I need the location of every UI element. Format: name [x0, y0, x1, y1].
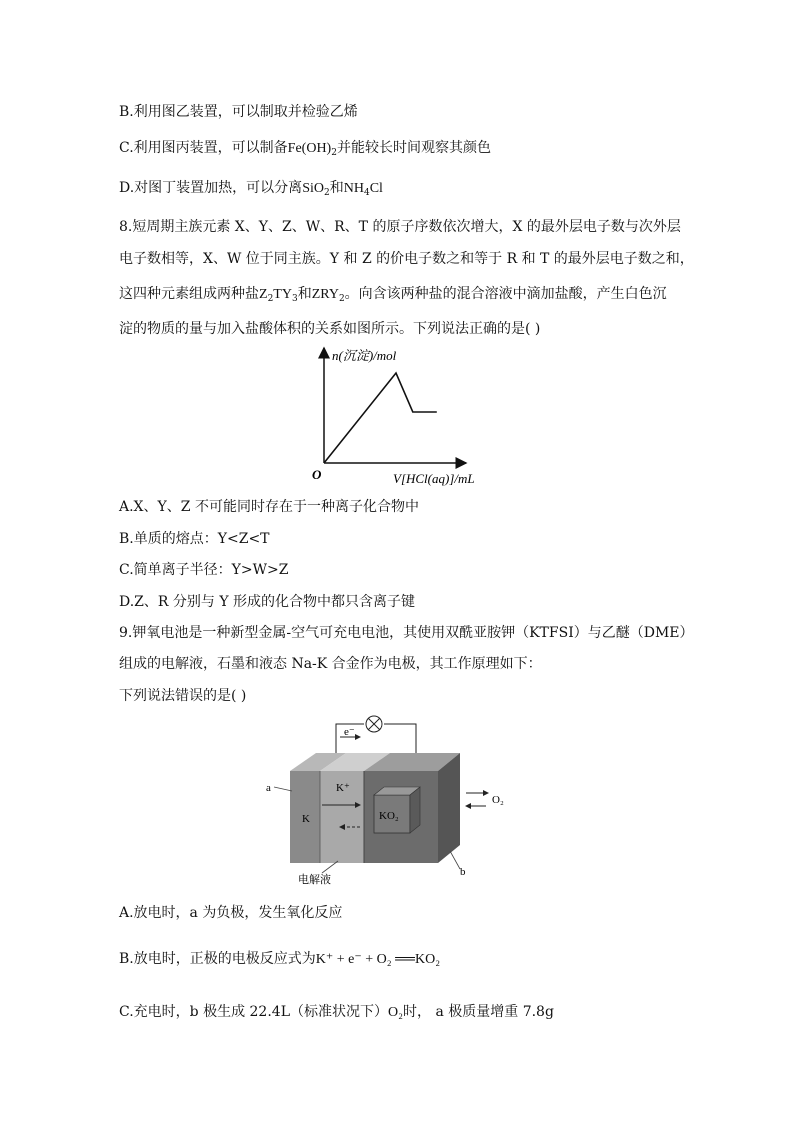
- q9-option-a: A.放电时，a 为负极，发生氧化反应: [119, 905, 343, 921]
- q7-option-d-sub1: 2: [323, 188, 330, 198]
- kplus-label: K⁺: [336, 782, 350, 794]
- ko2-cube-side: [410, 787, 420, 833]
- q8-salt1-b: TY: [273, 287, 292, 302]
- q7-option-b: B.利用图乙装置，可以制取并检验乙烯: [119, 104, 358, 120]
- q9-stem-line1: 9.钾氧电池是一种新型金属-空气可充电电池，其使用双酰亚胺钾（KTFSI）与乙醚（DME）: [119, 625, 694, 641]
- q7-option-c-rest: 并能较长时间观察其颜色: [336, 140, 491, 156]
- q9-option-c-text: C.充电时，b 极生成 22.4L（标准状况下）: [119, 1004, 388, 1020]
- precipitate-chart: [300, 340, 500, 490]
- q8-salt1-a: Z: [259, 287, 268, 302]
- electrode-b-leader: [450, 851, 460, 869]
- q7-option-c-sub: 2: [331, 148, 337, 158]
- x-axis-label: V[HCl(aq)]/mL: [393, 471, 475, 486]
- q7-option-d-text: D.对图丁装置加热，可以分离: [119, 180, 303, 196]
- q9-option-c: [119, 1002, 554, 1023]
- q7-option-c-formula: Fe(OH): [287, 141, 332, 156]
- q9-option-c-rest: 时， a 极质量增重 7.8g: [403, 1004, 554, 1020]
- q8-option-c: C.简单离子半径：Y>W>Z: [119, 562, 289, 578]
- electrode-a-leader: [274, 787, 292, 791]
- ko2-label: KO₂: [379, 810, 399, 822]
- k-label: K: [302, 813, 310, 825]
- q8-stem-line2: 电子数相等，X、W 位于同主族。Y 和 Z 的价电子数之和等于 R 和 T 的最外层电子数之和，: [119, 251, 694, 267]
- q8-option-a: A.X、Y、Z 不可能同时存在于一种离子化合物中: [119, 499, 419, 515]
- electrode-b-label: b: [460, 866, 466, 878]
- cathode-side: [438, 753, 460, 863]
- q7-option-d-sub2: 4: [363, 188, 370, 198]
- y-axis-label: n(沉淀)/mol: [332, 348, 397, 363]
- electrode-a-label: a: [266, 782, 271, 794]
- q8-stem-line4: 淀的物质的量与加入盐酸体积的关系如图所示。下列说法正确的是( ): [119, 321, 541, 337]
- q7-option-d: [119, 178, 383, 203]
- q9-option-b-text: B.放电时，正极的电极反应式为: [119, 951, 316, 967]
- origin-label: O: [312, 467, 322, 482]
- q8-salt2-sub: 2: [338, 294, 345, 304]
- q9-stem-line2: 组成的电解液，石墨和液态 Na-K 合金作为电极，其工作原理如下：: [119, 656, 542, 672]
- q9-option-b: [119, 949, 440, 970]
- q7-option-d-formula1: SiO: [302, 181, 324, 196]
- q8-line3-rest: 。向含该两种盐的混合溶液中滴加盐酸，产生白色沉: [344, 286, 667, 302]
- q8-salt1-sub1: 2: [267, 294, 274, 304]
- q7-option-d-formula2b: Cl: [369, 181, 383, 196]
- q9-option-c-o2: O₂: [388, 1005, 403, 1020]
- q8-line3-text: 这四种元素组成两种盐: [119, 286, 259, 302]
- q8-salt2: ZRY: [311, 287, 339, 302]
- q7-option-c: [119, 138, 491, 163]
- q7-option-c-text: C.利用图丙装置，可以制备: [119, 140, 288, 156]
- q8-option-d: D.Z、R 分别与 Y 形成的化合物中都只含离子键: [119, 594, 416, 610]
- electrolyte-label: 电解液: [298, 874, 331, 885]
- q7-option-d-and: 和: [329, 180, 344, 196]
- external-circuit-wire-right: [384, 724, 416, 753]
- q9-option-b-equation: K⁺ + e⁻ + O₂ ══KO₂: [315, 952, 441, 967]
- q8-salt1-sub2: 3: [291, 294, 298, 304]
- q8-option-b: B.单质的熔点：Y<Z<T: [119, 531, 270, 547]
- q8-line3-and: 和: [297, 286, 312, 302]
- battery-diagram: [260, 713, 520, 885]
- q9-stem-line3: 下列说法错误的是( ): [119, 688, 247, 704]
- q8-stem-line3: [119, 284, 667, 309]
- q8-stem-line1: 8.短周期主族元素 X、Y、Z、W、R、T 的原子序数依次增大，X 的最外层电子数与次外层: [119, 219, 681, 235]
- precipitate-series-line: [324, 373, 437, 463]
- q7-option-d-formula2a: NH: [343, 181, 364, 196]
- electron-label: e⁻: [344, 726, 355, 738]
- o2-label: O₂: [492, 794, 504, 806]
